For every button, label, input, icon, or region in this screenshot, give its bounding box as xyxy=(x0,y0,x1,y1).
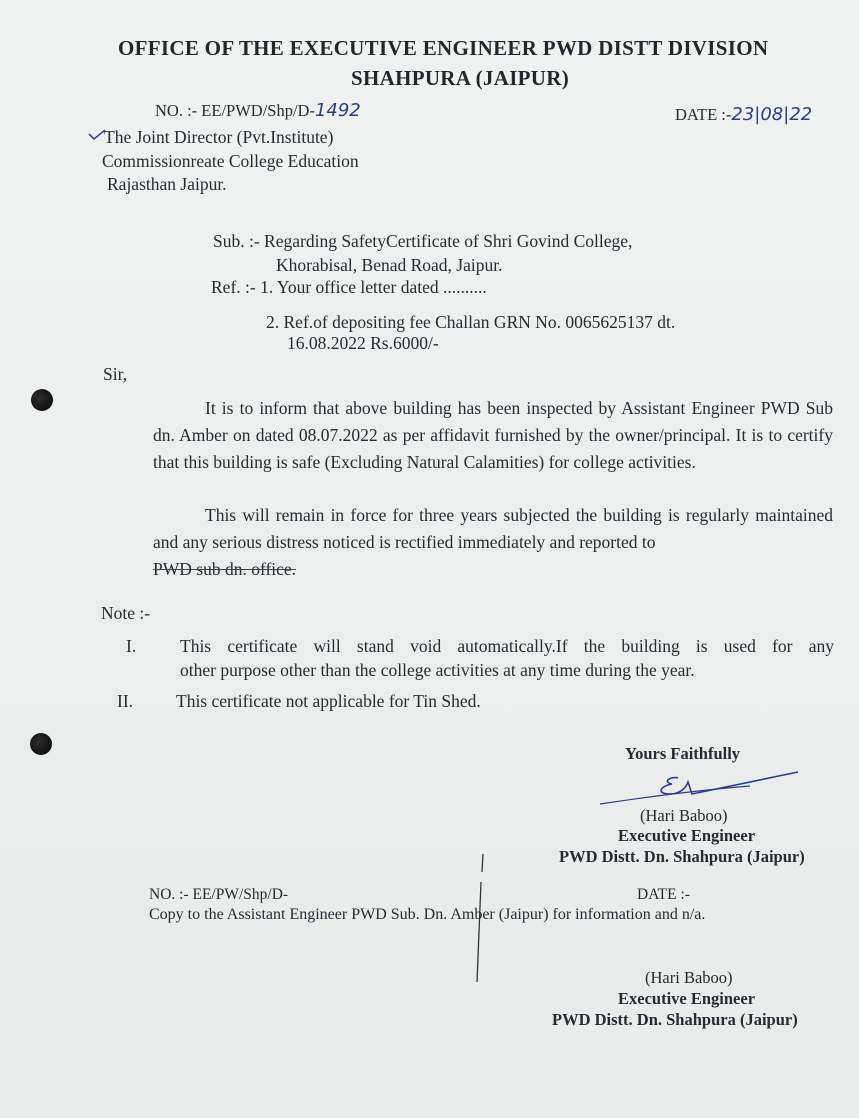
reference-2-line-1: 2. Ref.of depositing fee Challan GRN No. 0065625137 dt. xyxy=(266,312,676,332)
copy-date: DATE :- xyxy=(637,886,690,903)
signatory-office: PWD Distt. Dn. Shahpura (Jaipur) xyxy=(559,847,805,866)
copy-to-text: Copy to the Assistant Engineer PWD Sub. Dn. Amber (Jaipur) for information and n/a. xyxy=(149,906,706,923)
letter-date-handwritten: 23|08|22 xyxy=(731,104,813,125)
note-item-number: I. xyxy=(126,636,137,656)
copy-number: NO. :- EE/PW/Shp/D- xyxy=(149,886,289,903)
office-heading: OFFICE OF THE EXECUTIVE ENGINEER PWD DISTT DIVISION xyxy=(118,36,769,60)
letter-number-handwritten: 1492 xyxy=(314,100,361,121)
note-label: Note :- xyxy=(101,603,151,623)
addressee-line-3: Rajasthan Jaipur. xyxy=(107,174,227,194)
signature-icon xyxy=(560,760,810,810)
punch-hole xyxy=(30,733,52,755)
body-paragraph-2-tail: PWD sub dn. office. xyxy=(153,559,297,579)
body-paragraph-2-text: This will remain in force for three years subjected the building is regularly maintained and any serious distress noticed is rectified immediately and reported to xyxy=(153,505,833,552)
note-item-1-line-1: This certificate will stand void automatically.If the building is used for any xyxy=(180,636,834,656)
signatory-designation: Executive Engineer xyxy=(618,826,756,845)
note-item-2-line-1: This certificate not applicable for Tin Shed. xyxy=(176,691,481,711)
addressee-line-1: The Joint Director (Pvt.Institute) xyxy=(104,127,334,147)
subject-line-2: Khorabisal, Benad Road, Jaipur. xyxy=(276,255,503,275)
addressee-line-2: Commissionreate College Education xyxy=(102,151,359,171)
punch-hole xyxy=(31,389,53,411)
closing: Yours Faithfully xyxy=(625,744,741,763)
letter-date-label: DATE :- xyxy=(675,105,732,124)
copy-signatory-designation: Executive Engineer xyxy=(618,989,756,1008)
signatory-name: (Hari Baboo) xyxy=(640,806,728,825)
body-paragraph-1 xyxy=(153,395,833,476)
copy-signatory-office: PWD Distt. Dn. Shahpura (Jaipur) xyxy=(552,1010,798,1029)
salutation: Sir, xyxy=(103,364,128,384)
body-paragraph-2 xyxy=(153,502,833,583)
note-item-number: II. xyxy=(117,691,134,711)
subject-line-1: Sub. :- Regarding SafetyCertificate of Shri Govind College, xyxy=(213,231,633,251)
body-paragraph-1-text: It is to inform that above building has been inspected by Assistant Engineer PWD Sub dn. Amber on dated 08.07.2022 as per affidavit furnished by the owner/principal. It is to certify that this building is safe (Excluding Natural Calamities) for college activities. xyxy=(153,398,833,472)
copy-signatory-name: (Hari Baboo) xyxy=(645,968,733,987)
reference-1: Ref. :- 1. Your office letter dated .......... xyxy=(211,277,487,297)
office-heading-location: SHAHPURA (JAIPUR) xyxy=(351,66,570,90)
note-item-1-line-2: other purpose other than the college activities at any time during the year. xyxy=(180,660,695,680)
letter-date xyxy=(675,104,812,125)
letter-number xyxy=(155,100,361,121)
letter-number-label: NO. :- EE/PWD/Shp/D- xyxy=(155,101,315,120)
reference-2-line-2: 16.08.2022 Rs.6000/- xyxy=(287,333,439,353)
